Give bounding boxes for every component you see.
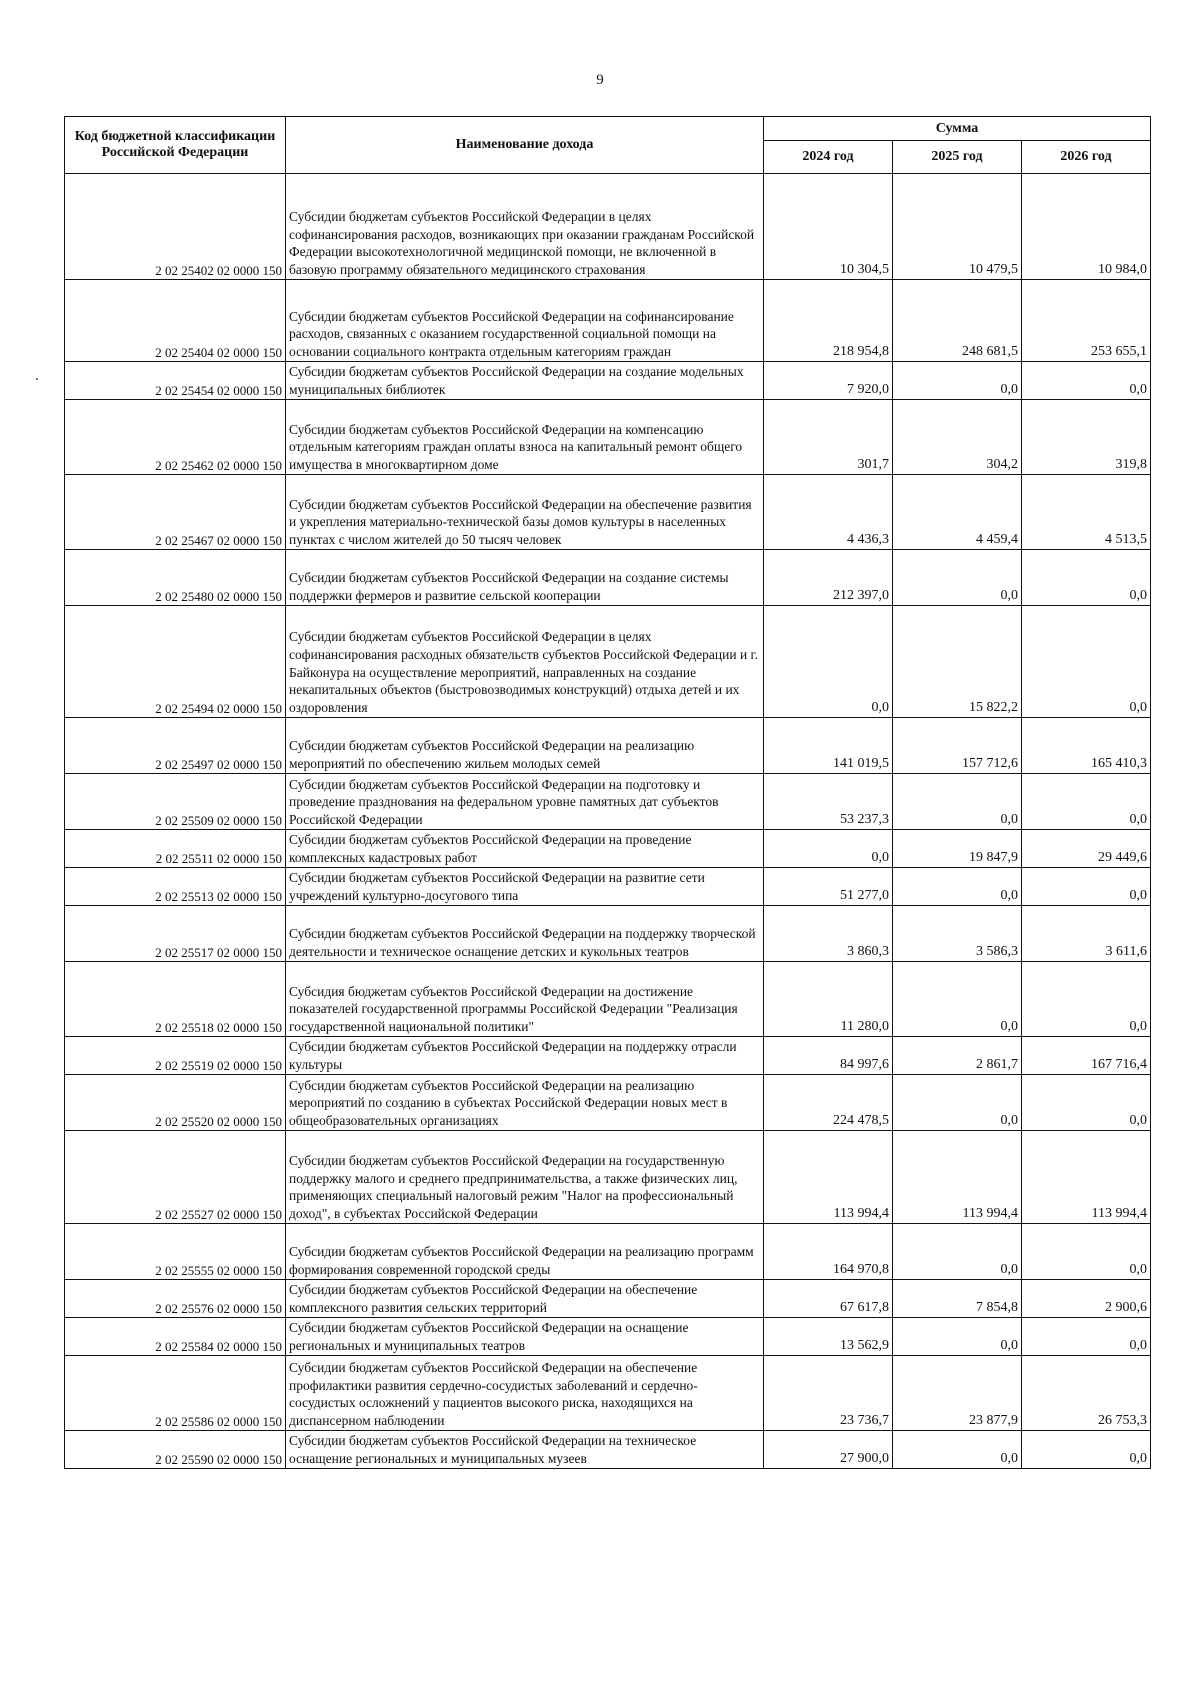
row-name: Субсидии бюджетам субъектов Российской Федерации в целях софинансирования расходных обязательств субъектов Российской Федерации и г. Байконура на осуществление мероприятий, направленных на создание некапитальных объектов (быстровозводимых конструкций) отдыха детей и их оздоровления	[286, 606, 764, 718]
table-row	[65, 1224, 1151, 1280]
table-row	[65, 280, 1151, 362]
table-row	[65, 400, 1151, 475]
row-value-2025: 10 479,5	[893, 174, 1022, 280]
row-code: 2 02 25462 02 0000 150	[65, 400, 286, 475]
row-value-2024: 164 970,8	[764, 1224, 893, 1280]
row-value-2025: 23 877,9	[893, 1356, 1022, 1431]
row-value-2025: 304,2	[893, 400, 1022, 475]
row-value-2025: 0,0	[893, 868, 1022, 906]
row-code: 2 02 25519 02 0000 150	[65, 1037, 286, 1075]
row-value-2025: 2 861,7	[893, 1037, 1022, 1075]
row-name: Субсидии бюджетам субъектов Российской Федерации на обеспечение развития и укрепления материально-технической базы домов культуры в населенных пунктах с числом жителей до 50 тысяч человек	[286, 475, 764, 550]
row-value-2024: 11 280,0	[764, 962, 893, 1037]
row-name: Субсидии бюджетам субъектов Российской Федерации на компенсацию отдельным категориям граждан оплаты взноса на капитальный ремонт общего имущества в многоквартирном доме	[286, 400, 764, 475]
row-code: 2 02 25509 02 0000 150	[65, 774, 286, 830]
table-row	[65, 550, 1151, 606]
row-code: 2 02 25590 02 0000 150	[65, 1431, 286, 1469]
row-value-2024: 51 277,0	[764, 868, 893, 906]
row-value-2026: 319,8	[1022, 400, 1151, 475]
row-code: 2 02 25527 02 0000 150	[65, 1131, 286, 1224]
row-value-2025: 157 712,6	[893, 718, 1022, 774]
row-value-2024: 141 019,5	[764, 718, 893, 774]
row-value-2026: 0,0	[1022, 868, 1151, 906]
row-value-2026: 113 994,4	[1022, 1131, 1151, 1224]
table-row	[65, 774, 1151, 830]
row-name: Субсидии бюджетам субъектов Российской Федерации на софинансирование расходов, связанных с оказанием государственной социальной помощи на основании социального контракта отдельным категориям граждан	[286, 280, 764, 362]
table-row	[65, 475, 1151, 550]
row-name: Субсидии бюджетам субъектов Российской Федерации на проведение комплексных кадастровых работ	[286, 830, 764, 868]
row-value-2026: 10 984,0	[1022, 174, 1151, 280]
table-body	[65, 174, 1151, 1469]
row-name: Субсидии бюджетам субъектов Российской Федерации на поддержку творческой деятельности и техническое оснащение детских и кукольных театров	[286, 906, 764, 962]
header-name: Наименование дохода	[286, 117, 764, 174]
row-value-2024: 4 436,3	[764, 475, 893, 550]
row-value-2025: 0,0	[893, 1224, 1022, 1280]
row-value-2025: 0,0	[893, 962, 1022, 1037]
row-value-2026: 0,0	[1022, 1318, 1151, 1356]
row-value-2024: 23 736,7	[764, 1356, 893, 1431]
row-value-2024: 0,0	[764, 830, 893, 868]
row-name: Субсидии бюджетам субъектов Российской Федерации на поддержку отрасли культуры	[286, 1037, 764, 1075]
page-number: 9	[596, 72, 604, 88]
row-value-2025: 0,0	[893, 1075, 1022, 1131]
row-name: Субсидии бюджетам субъектов Российской Федерации на реализацию мероприятий по обеспечению жильем молодых семей	[286, 718, 764, 774]
row-value-2025: 3 586,3	[893, 906, 1022, 962]
row-value-2025: 0,0	[893, 774, 1022, 830]
row-value-2024: 301,7	[764, 400, 893, 475]
row-value-2026: 3 611,6	[1022, 906, 1151, 962]
row-name: Субсидии бюджетам субъектов Российской Федерации на реализацию мероприятий по созданию в субъектах Российской Федерации новых мест в общеобразовательных организациях	[286, 1075, 764, 1131]
row-name: Субсидии бюджетам субъектов Российской Федерации на создание модельных муниципальных библиотек	[286, 362, 764, 400]
row-value-2024: 7 920,0	[764, 362, 893, 400]
row-code: 2 02 25480 02 0000 150	[65, 550, 286, 606]
row-value-2024: 27 900,0	[764, 1431, 893, 1469]
row-value-2024: 67 617,8	[764, 1280, 893, 1318]
row-value-2026: 0,0	[1022, 1224, 1151, 1280]
row-value-2025: 19 847,9	[893, 830, 1022, 868]
row-code: 2 02 25520 02 0000 150	[65, 1075, 286, 1131]
row-code: 2 02 25513 02 0000 150	[65, 868, 286, 906]
row-value-2026: 0,0	[1022, 1431, 1151, 1469]
row-value-2025: 113 994,4	[893, 1131, 1022, 1224]
row-value-2025: 0,0	[893, 550, 1022, 606]
table-row	[65, 1431, 1151, 1469]
row-value-2024: 53 237,3	[764, 774, 893, 830]
row-value-2024: 113 994,4	[764, 1131, 893, 1224]
row-value-2026: 29 449,6	[1022, 830, 1151, 868]
row-code: 2 02 25402 02 0000 150	[65, 174, 286, 280]
table-row	[65, 362, 1151, 400]
table-row	[65, 1131, 1151, 1224]
row-code: 2 02 25517 02 0000 150	[65, 906, 286, 962]
row-value-2024: 10 304,5	[764, 174, 893, 280]
header-year-2025: 2025 год	[893, 141, 1022, 174]
table-row	[65, 1280, 1151, 1318]
row-name: Субсидии бюджетам субъектов Российской Федерации на обеспечение профилактики развития сердечно-сосудистых заболеваний и сердечно-сосудистых осложнений у пациентов высокого риска, находящихся на диспансерном наблюдении	[286, 1356, 764, 1431]
row-value-2024: 212 397,0	[764, 550, 893, 606]
row-name: Субсидии бюджетам субъектов Российской Федерации на обеспечение комплексного развития сельских территорий	[286, 1280, 764, 1318]
row-value-2026: 0,0	[1022, 774, 1151, 830]
table-row	[65, 1075, 1151, 1131]
row-value-2025: 248 681,5	[893, 280, 1022, 362]
table-row	[65, 606, 1151, 718]
row-code: 2 02 25467 02 0000 150	[65, 475, 286, 550]
row-value-2024: 224 478,5	[764, 1075, 893, 1131]
row-value-2026: 0,0	[1022, 362, 1151, 400]
header-sum: Сумма	[764, 117, 1151, 141]
row-value-2024: 13 562,9	[764, 1318, 893, 1356]
row-name: Субсидии бюджетам субъектов Российской Федерации на техническое оснащение региональных и муниципальных музеев	[286, 1431, 764, 1469]
row-value-2026: 2 900,6	[1022, 1280, 1151, 1318]
row-name: Субсидии бюджетам субъектов Российской Федерации на развитие сети учреждений культурно-досугового типа	[286, 868, 764, 906]
row-value-2026: 26 753,3	[1022, 1356, 1151, 1431]
revenue-table	[64, 116, 1151, 1469]
table-row	[65, 718, 1151, 774]
row-value-2026: 253 655,1	[1022, 280, 1151, 362]
row-value-2024: 84 997,6	[764, 1037, 893, 1075]
row-value-2024: 0,0	[764, 606, 893, 718]
scan-dot	[36, 378, 38, 380]
header-year-2026: 2026 год	[1022, 141, 1151, 174]
table-row	[65, 1356, 1151, 1431]
row-code: 2 02 25511 02 0000 150	[65, 830, 286, 868]
row-code: 2 02 25497 02 0000 150	[65, 718, 286, 774]
row-value-2024: 3 860,3	[764, 906, 893, 962]
row-name: Субсидии бюджетам субъектов Российской Федерации на оснащение региональных и муниципальных театров	[286, 1318, 764, 1356]
row-value-2026: 0,0	[1022, 1075, 1151, 1131]
row-value-2026: 0,0	[1022, 962, 1151, 1037]
row-value-2025: 0,0	[893, 362, 1022, 400]
row-code: 2 02 25584 02 0000 150	[65, 1318, 286, 1356]
row-value-2024: 218 954,8	[764, 280, 893, 362]
row-value-2025: 0,0	[893, 1431, 1022, 1469]
row-value-2026: 167 716,4	[1022, 1037, 1151, 1075]
row-value-2026: 0,0	[1022, 550, 1151, 606]
table-row	[65, 1037, 1151, 1075]
row-name: Субсидии бюджетам субъектов Российской Федерации на государственную поддержку малого и среднего предпринимательства, а также физических лиц, применяющих специальный налоговый режим "Налог на профессиональный доход", в субъектах Российской Федерации	[286, 1131, 764, 1224]
header-year-2024: 2024 год	[764, 141, 893, 174]
table-row	[65, 830, 1151, 868]
row-name: Субсидия бюджетам субъектов Российской Федерации на достижение показателей государственной программы Российской Федерации "Реализация государственной национальной политики"	[286, 962, 764, 1037]
header-code: Код бюджетной классификации Российской Федерации	[65, 117, 286, 174]
row-name: Субсидии бюджетам субъектов Российской Федерации в целях софинансирования расходов, возникающих при оказании гражданам Российской Федерации высокотехнологичной медицинской помощи, не включенной в базовую программу обязательного медицинского страхования	[286, 174, 764, 280]
row-value-2026: 4 513,5	[1022, 475, 1151, 550]
row-value-2025: 0,0	[893, 1318, 1022, 1356]
row-code: 2 02 25586 02 0000 150	[65, 1356, 286, 1431]
row-code: 2 02 25576 02 0000 150	[65, 1280, 286, 1318]
row-code: 2 02 25454 02 0000 150	[65, 362, 286, 400]
row-name: Субсидии бюджетам субъектов Российской Федерации на реализацию программ формирования современной городской среды	[286, 1224, 764, 1280]
table-row	[65, 962, 1151, 1037]
table-row	[65, 868, 1151, 906]
row-name: Субсидии бюджетам субъектов Российской Федерации на подготовку и проведение празднования на федеральном уровне памятных дат субъектов Российской Федерации	[286, 774, 764, 830]
row-code: 2 02 25518 02 0000 150	[65, 962, 286, 1037]
table-row	[65, 174, 1151, 280]
row-code: 2 02 25555 02 0000 150	[65, 1224, 286, 1280]
table-row	[65, 1318, 1151, 1356]
table-row	[65, 906, 1151, 962]
row-value-2025: 7 854,8	[893, 1280, 1022, 1318]
row-value-2026: 0,0	[1022, 606, 1151, 718]
row-value-2025: 4 459,4	[893, 475, 1022, 550]
row-code: 2 02 25404 02 0000 150	[65, 280, 286, 362]
row-name: Субсидии бюджетам субъектов Российской Федерации на создание системы поддержки фермеров и развитие сельской кооперации	[286, 550, 764, 606]
row-value-2026: 165 410,3	[1022, 718, 1151, 774]
row-code: 2 02 25494 02 0000 150	[65, 606, 286, 718]
row-value-2025: 15 822,2	[893, 606, 1022, 718]
